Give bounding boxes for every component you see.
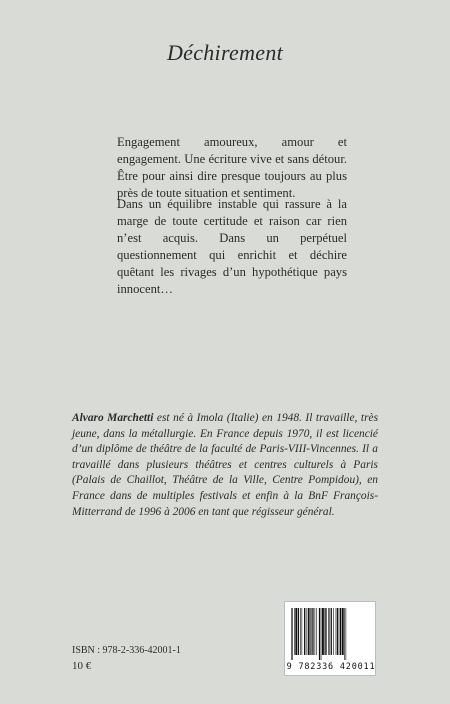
barcode-bar <box>344 608 345 660</box>
barcode-bar <box>316 608 317 655</box>
barcode-bar <box>324 608 325 655</box>
barcode-bar <box>321 608 322 660</box>
barcode-bar <box>336 608 337 655</box>
isbn-label: ISBN : 978-2-336-42001-1 <box>72 645 181 656</box>
blurb-paragraph-1: Engagement amoureux, amour et engagement. Une écriture vive et sans détour. Être pour ainsi dire presque toujours au plus près de toute situation et sentiment. <box>117 135 347 200</box>
barcode-bar <box>291 608 292 660</box>
author-bio-text: est né à Imola (Italie) en 1948. Il travaille, très jeune, dans la métallurgie. En France depuis 1970, il est licencié d’un diplôme de théâtre de la faculté de Paris-VIII-Vincennes. Il a travaillé dans plusieurs théâtres et centres culturels à Paris (Palais de Chaillot, Théâtre de la Ville, Centre Pompidou), en France dans de multiples festivals et enfin à la BnF François-Mitterrand de 1996 à 2006 en tant que régisseur général. <box>72 412 379 518</box>
barcode-bar <box>311 608 312 655</box>
barcode-bar <box>333 608 334 655</box>
barcode-bar <box>304 608 305 655</box>
barcode-bar <box>331 608 332 655</box>
barcode-bar <box>339 608 340 655</box>
barcode-bar <box>295 608 297 655</box>
barcode-bar <box>342 608 344 655</box>
price-label: 10 € <box>72 660 92 672</box>
barcode-digits: 9 782336 420011 <box>286 662 376 672</box>
barcode-bar <box>322 608 324 655</box>
barcode-bar <box>328 608 329 655</box>
barcode-bar <box>308 608 310 655</box>
barcode-bar <box>346 608 347 660</box>
barcode-bar <box>310 608 311 655</box>
barcode-bar <box>319 608 320 660</box>
barcode-bar <box>292 608 293 660</box>
barcode-bar <box>294 608 295 655</box>
barcode-bar <box>298 608 299 655</box>
barcode-bar <box>326 608 327 655</box>
barcode-bar <box>306 608 307 655</box>
barcode-bar <box>340 608 341 655</box>
barcode-bars-icon <box>291 608 371 660</box>
barcode-bar <box>329 608 330 655</box>
author-name: Alvaro Marchetti <box>72 412 154 424</box>
book-title: Déchirement <box>166 40 284 65</box>
author-bio <box>72 411 378 520</box>
barcode-bar <box>300 608 301 655</box>
barcode-bar <box>315 608 316 655</box>
barcode-bar <box>313 608 314 655</box>
barcode-bar <box>302 608 303 655</box>
barcode <box>284 601 376 676</box>
barcode-bar <box>337 608 338 655</box>
blurb-paragraph-2: Dans un équilibre instable qui rassure à la marge de toute certitude et raison car rien n’est acquis. Dans un perpétuel questionnement qui enrichit et déchire quêtant les rivages d’un hypothétique pays innocent… <box>117 197 347 296</box>
